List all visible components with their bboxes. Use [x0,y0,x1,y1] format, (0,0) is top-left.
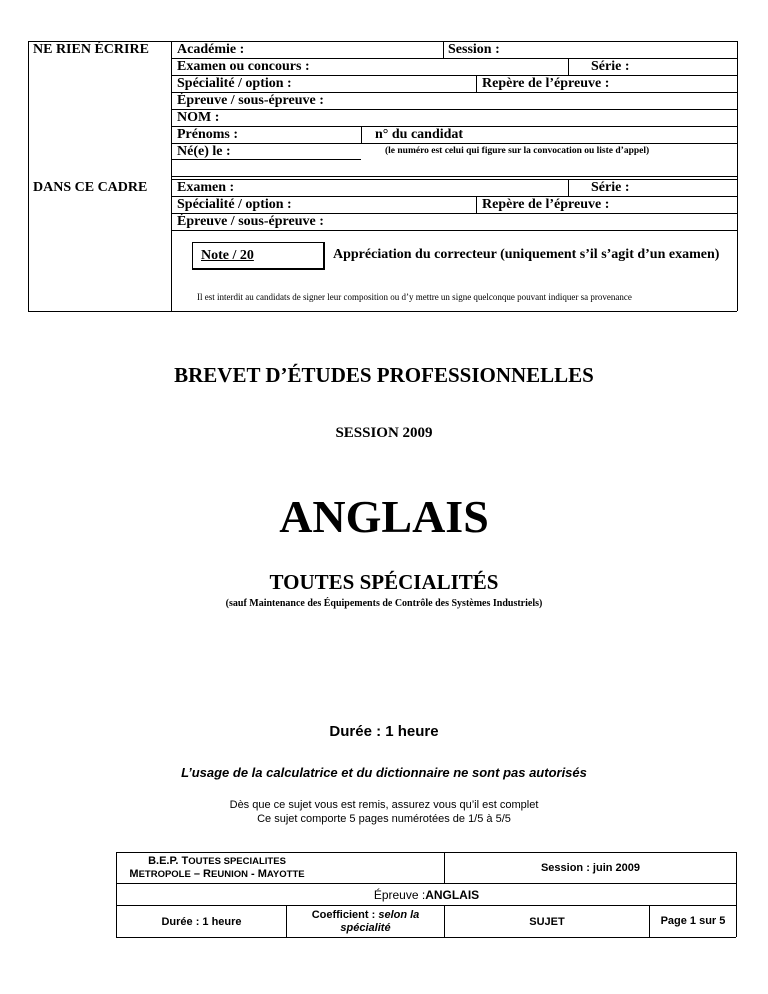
examen-concours-label: Examen ou concours : [177,59,310,74]
usage-note: L’usage de la calculatrice et du dictionnaire ne sont pas autorisés [181,765,587,780]
epreuve2-label: Épreuve / sous-épreuve : [177,214,324,229]
col-line [476,196,477,213]
footer-line [736,852,737,937]
specialite2-label: Spécialité / option : [177,197,292,212]
col-line [361,126,362,143]
col-line [568,179,569,196]
footer-line [116,937,736,938]
interdiction-note: Il est interdit au candidats de signer leur composition ou d’y mettre un signe quelconque pouvant indiquer sa provenance [197,292,632,302]
footer-region: METROPOLE – REUNION - MAYOTTE [129,868,305,880]
note-label: Note / 20 [201,248,254,263]
footer-bep-cell [117,853,317,883]
footer-session: Session : juin 2009 [540,862,641,874]
pages-note: Ce sujet comporte 5 pages numérotées de 1/5 à 5/5 [257,813,511,825]
footer-bep: B.E.P. TOUTES SPECIALITES [148,855,286,867]
check-note: Dès que ce sujet vous est remis, assurez vous qu’il est complet [229,799,539,811]
duree-title: Durée : 1 heure [329,723,439,740]
appreciation-label: Appréciation du correcteur (uniquement s’il s’agit d’un examen) [333,247,720,262]
subject-title: ANGLAIS [279,491,489,542]
row-line [171,143,737,144]
left-label-bottom: DANS CE CADRE [33,180,148,195]
nee-le-label: Né(e) le : [177,144,231,159]
footer-coef: Coefficient : selon la spécialité [311,908,420,934]
session-title: SESSION 2009 [335,425,433,441]
row-line [171,230,737,231]
col-line [443,41,444,58]
numero-candidat-label: n° du candidat [375,127,464,142]
footer-duree: Durée : 1 heure [161,915,242,928]
academie-label: Académie : [177,42,245,57]
examen-label: Examen : [177,180,235,195]
specialites-title: TOUTES SPÉCIALITÉS [269,570,499,594]
left-label-top: NE RIEN ÉCRIRE [33,42,149,57]
footer-epreuve: Épreuve : ANGLAIS [373,887,480,902]
session-label: Session : [448,42,500,57]
nom-label: NOM : [177,110,220,125]
exception-note: (sauf Maintenance des Équipements de Contrôle des Systèmes Industriels) [225,598,543,609]
serie2-label: Série : [591,180,630,195]
footer-sujet: SUJET [529,915,565,928]
col-line [476,75,477,92]
section-line [171,176,737,177]
serie-label: Série : [591,59,630,74]
diploma-title: BREVET D’ÉTUDES PROFESSIONNELLES [174,363,594,387]
section-line [171,179,737,180]
col-line [568,58,569,75]
repere-label: Repère de l’épreuve : [482,76,610,91]
frame-bottom [28,311,737,312]
specialite-label: Spécialité / option : [177,76,292,91]
frame-left [28,41,29,311]
numero-note: (le numéro est celui qui figure sur la convocation ou liste d’appel) [385,146,650,156]
epreuve-label: Épreuve / sous-épreuve : [177,93,324,108]
repere2-label: Repère de l’épreuve : [482,197,610,212]
prenoms-label: Prénoms : [177,127,239,142]
footer-page: Page 1 sur 5 [660,915,726,927]
note-box[interactable] [192,242,325,270]
frame-right [737,41,738,311]
row-line [171,109,737,110]
